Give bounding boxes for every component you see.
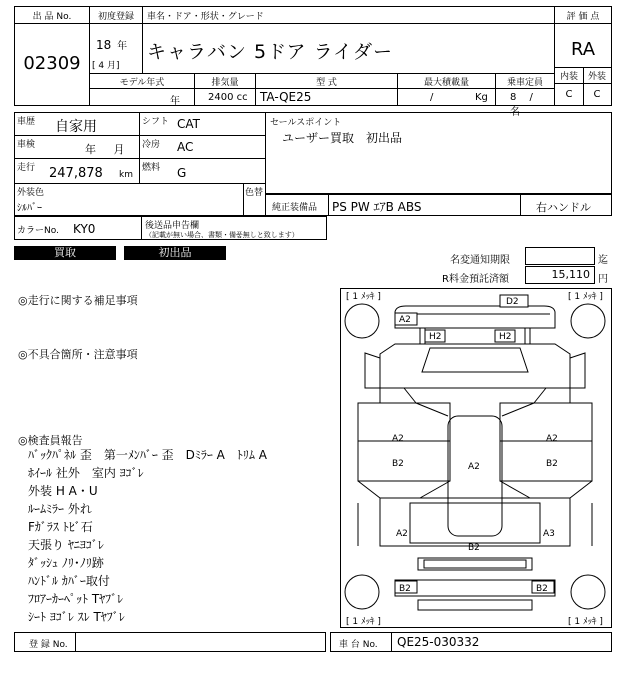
inspector-line: ﾙｰﾑﾐﾗｰ 外れ <box>28 502 92 516</box>
displacement-value: 2400 cc <box>208 92 248 103</box>
inspector-line: ﾎｲｰﾙ 社外 室内 ﾖｺﾞﾚ <box>28 466 144 480</box>
reg-month: [ 4 月] <box>92 61 120 71</box>
ac-label: 冷房 <box>142 140 161 150</box>
post-report-label: 後送品申告欄 <box>145 221 200 231</box>
inspector-title: ◎検査員報告 <box>18 434 83 447</box>
interior-label: 内装 <box>559 72 578 82</box>
model-year-label: モデル年式 <box>119 78 165 88</box>
history-label: 車歴 <box>17 117 36 127</box>
mark-b2-bumper-right: B2 <box>536 584 548 594</box>
exterior-grade: C <box>593 89 601 100</box>
corner-label-left: [ 1 ﾒｯｷ ] <box>346 292 381 302</box>
inspector-line: ﾌﾛｱｰｶｰﾍﾟｯﾄ Tﾔﾌﾞﾚ <box>28 592 124 606</box>
shift-value: CAT <box>177 117 200 131</box>
sales-point-value: ユーザー買取 初出品 <box>282 131 403 145</box>
mark-a2-bumper: A2 <box>399 315 411 325</box>
mark-b2-left-lower: B2 <box>392 459 404 469</box>
mark-h2-right: H2 <box>499 332 512 342</box>
post-report-note: （記載が無い場合、書類・備품無しと致します） <box>145 231 299 239</box>
spec-row <box>89 73 555 118</box>
color-no-box <box>14 216 142 240</box>
name-change-label: 名変通知期限 <box>450 255 510 266</box>
exterior-label: 外装 <box>587 72 606 82</box>
history-value: 自家用 <box>55 119 97 135</box>
grade-box <box>554 6 612 106</box>
reg-year-num: 18 <box>96 38 112 52</box>
equipment-label: 純正装備品 <box>272 203 318 213</box>
post-report-box <box>141 216 327 240</box>
corner-label-bottom-right: [ 1 ﾒｯｷ ] <box>568 617 603 627</box>
first-reg-label: 初度登録 <box>97 12 134 22</box>
chassis-no-value: QE25-030332 <box>397 635 480 649</box>
max-load-unit: Kg <box>475 92 488 103</box>
sales-point-box <box>265 112 612 194</box>
corner-label-right: [ 1 ﾒｯｷ ] <box>568 292 603 302</box>
grade-value: RA <box>570 39 596 60</box>
recycle-label: R料金預託済額 <box>442 274 509 285</box>
mileage-value: 247,878 <box>49 166 103 181</box>
driving-notes-title: ◎走行に関する補足事項 <box>18 294 138 307</box>
ext-color-value: ｼﾙﾊﾞｰ <box>17 203 42 214</box>
type-label: 型 式 <box>316 78 337 88</box>
mileage-label: 走行 <box>17 163 36 173</box>
inspector-line: ﾀﾞｯｼｭ ﾉﾘ･ﾉﾘ跡 <box>28 556 104 570</box>
recycle-amount: 15,110 <box>551 268 590 281</box>
inspector-line: ﾊﾝﾄﾞﾙ ｶﾊﾞｰ取付 <box>28 574 110 588</box>
fuel-label: 燃料 <box>142 163 161 173</box>
car-name-box <box>142 6 555 74</box>
recycle-unit: 円 <box>598 274 608 285</box>
corner-label-bottom-left: [ 1 ﾒｯｷ ] <box>346 617 381 627</box>
max-load-value: / <box>430 92 434 103</box>
recycle-value <box>525 266 595 284</box>
name-change-value <box>525 247 595 265</box>
reg-year <box>96 37 127 52</box>
tag-hatsushuppin: 初出品 <box>124 246 226 260</box>
lot-box <box>14 6 90 106</box>
car-name: キャラバン 5ドア ライダー <box>147 41 394 63</box>
color-change-label: 色替 <box>245 188 264 198</box>
inspector-line: ﾊﾞｯｸﾊﾟﾈﾙ 歪 第一ﾒﾝﾊﾞｰ 歪 Dﾐﾗｰ A ﾄﾘﾑ A <box>28 448 267 462</box>
reg-no-box <box>14 632 326 652</box>
color-no-value: KY0 <box>73 222 96 236</box>
steering-value: 右ハンドル <box>536 201 591 214</box>
car-name-label: 車名・ドア・形状・グレード <box>147 12 264 22</box>
reg-no-label: 登 録 No. <box>29 640 68 650</box>
capacity-value: 8 / 名 <box>510 92 533 118</box>
name-change-unit: 迄 <box>598 255 608 266</box>
mark-a2-left-upper: A2 <box>392 434 404 444</box>
inspection-value: 年 月 <box>85 143 125 156</box>
lot-label: 出 品 No. <box>32 12 72 22</box>
lot-number: 02309 <box>23 53 81 74</box>
model-year-unit: 年 <box>170 96 180 107</box>
sales-point-label: セールスポイント <box>270 118 342 128</box>
ac-value: AC <box>177 140 194 154</box>
tag-kaitori: 買取 <box>14 246 116 260</box>
details-left <box>14 112 266 216</box>
grade-label: 評 価 点 <box>566 12 600 22</box>
inspection-label: 車検 <box>17 140 36 150</box>
mark-h2-left: H2 <box>429 332 442 342</box>
chassis-no-box <box>330 632 612 652</box>
mark-a2-rear-left: A2 <box>396 529 408 539</box>
mark-a2-right-upper: A2 <box>546 434 558 444</box>
capacity-label: 乗車定員 <box>506 78 543 88</box>
chassis-no-label: 車 台 No. <box>339 640 378 650</box>
fuel-value: G <box>177 166 187 180</box>
color-no-label: カラーNo. <box>17 226 59 236</box>
max-load-label: 最大積載量 <box>423 78 469 88</box>
type-value: TA-QE25 <box>260 90 312 104</box>
defects-title: ◎不具合箇所・注意事項 <box>18 348 138 361</box>
car-diagram <box>340 288 612 628</box>
inspector-line: ｼｰﾄ ﾖｺﾞﾚ ｽﾚ Tﾔﾌﾞﾚ <box>28 610 125 624</box>
mark-d2: D2 <box>506 297 519 307</box>
shift-label: シフト <box>142 117 170 127</box>
mark-b2-right-lower: B2 <box>546 459 558 469</box>
mark-b2-bumper-left: B2 <box>399 584 411 594</box>
reg-year-unit: 年 <box>117 41 128 52</box>
interior-grade: C <box>565 89 573 100</box>
mark-a2-roof: A2 <box>468 462 480 472</box>
mileage-unit: km <box>119 170 133 180</box>
mark-b2-rear: B2 <box>468 543 480 553</box>
inspector-line: Fｶﾞﾗｽ ﾄﾋﾞ石 <box>28 520 93 534</box>
ext-color-label: 外装色 <box>17 188 45 198</box>
inspector-line: 天張り ﾔﾆﾖｺﾞﾚ <box>28 538 104 552</box>
first-reg-box <box>89 6 143 74</box>
equipment-box <box>265 194 612 216</box>
mark-a3-rear-right: A3 <box>543 529 555 539</box>
displacement-label: 排気量 <box>211 78 239 88</box>
inspector-line: 外装 H A・U <box>28 484 98 498</box>
equipment-value: PS PW ｴｱB ABS <box>332 200 422 214</box>
